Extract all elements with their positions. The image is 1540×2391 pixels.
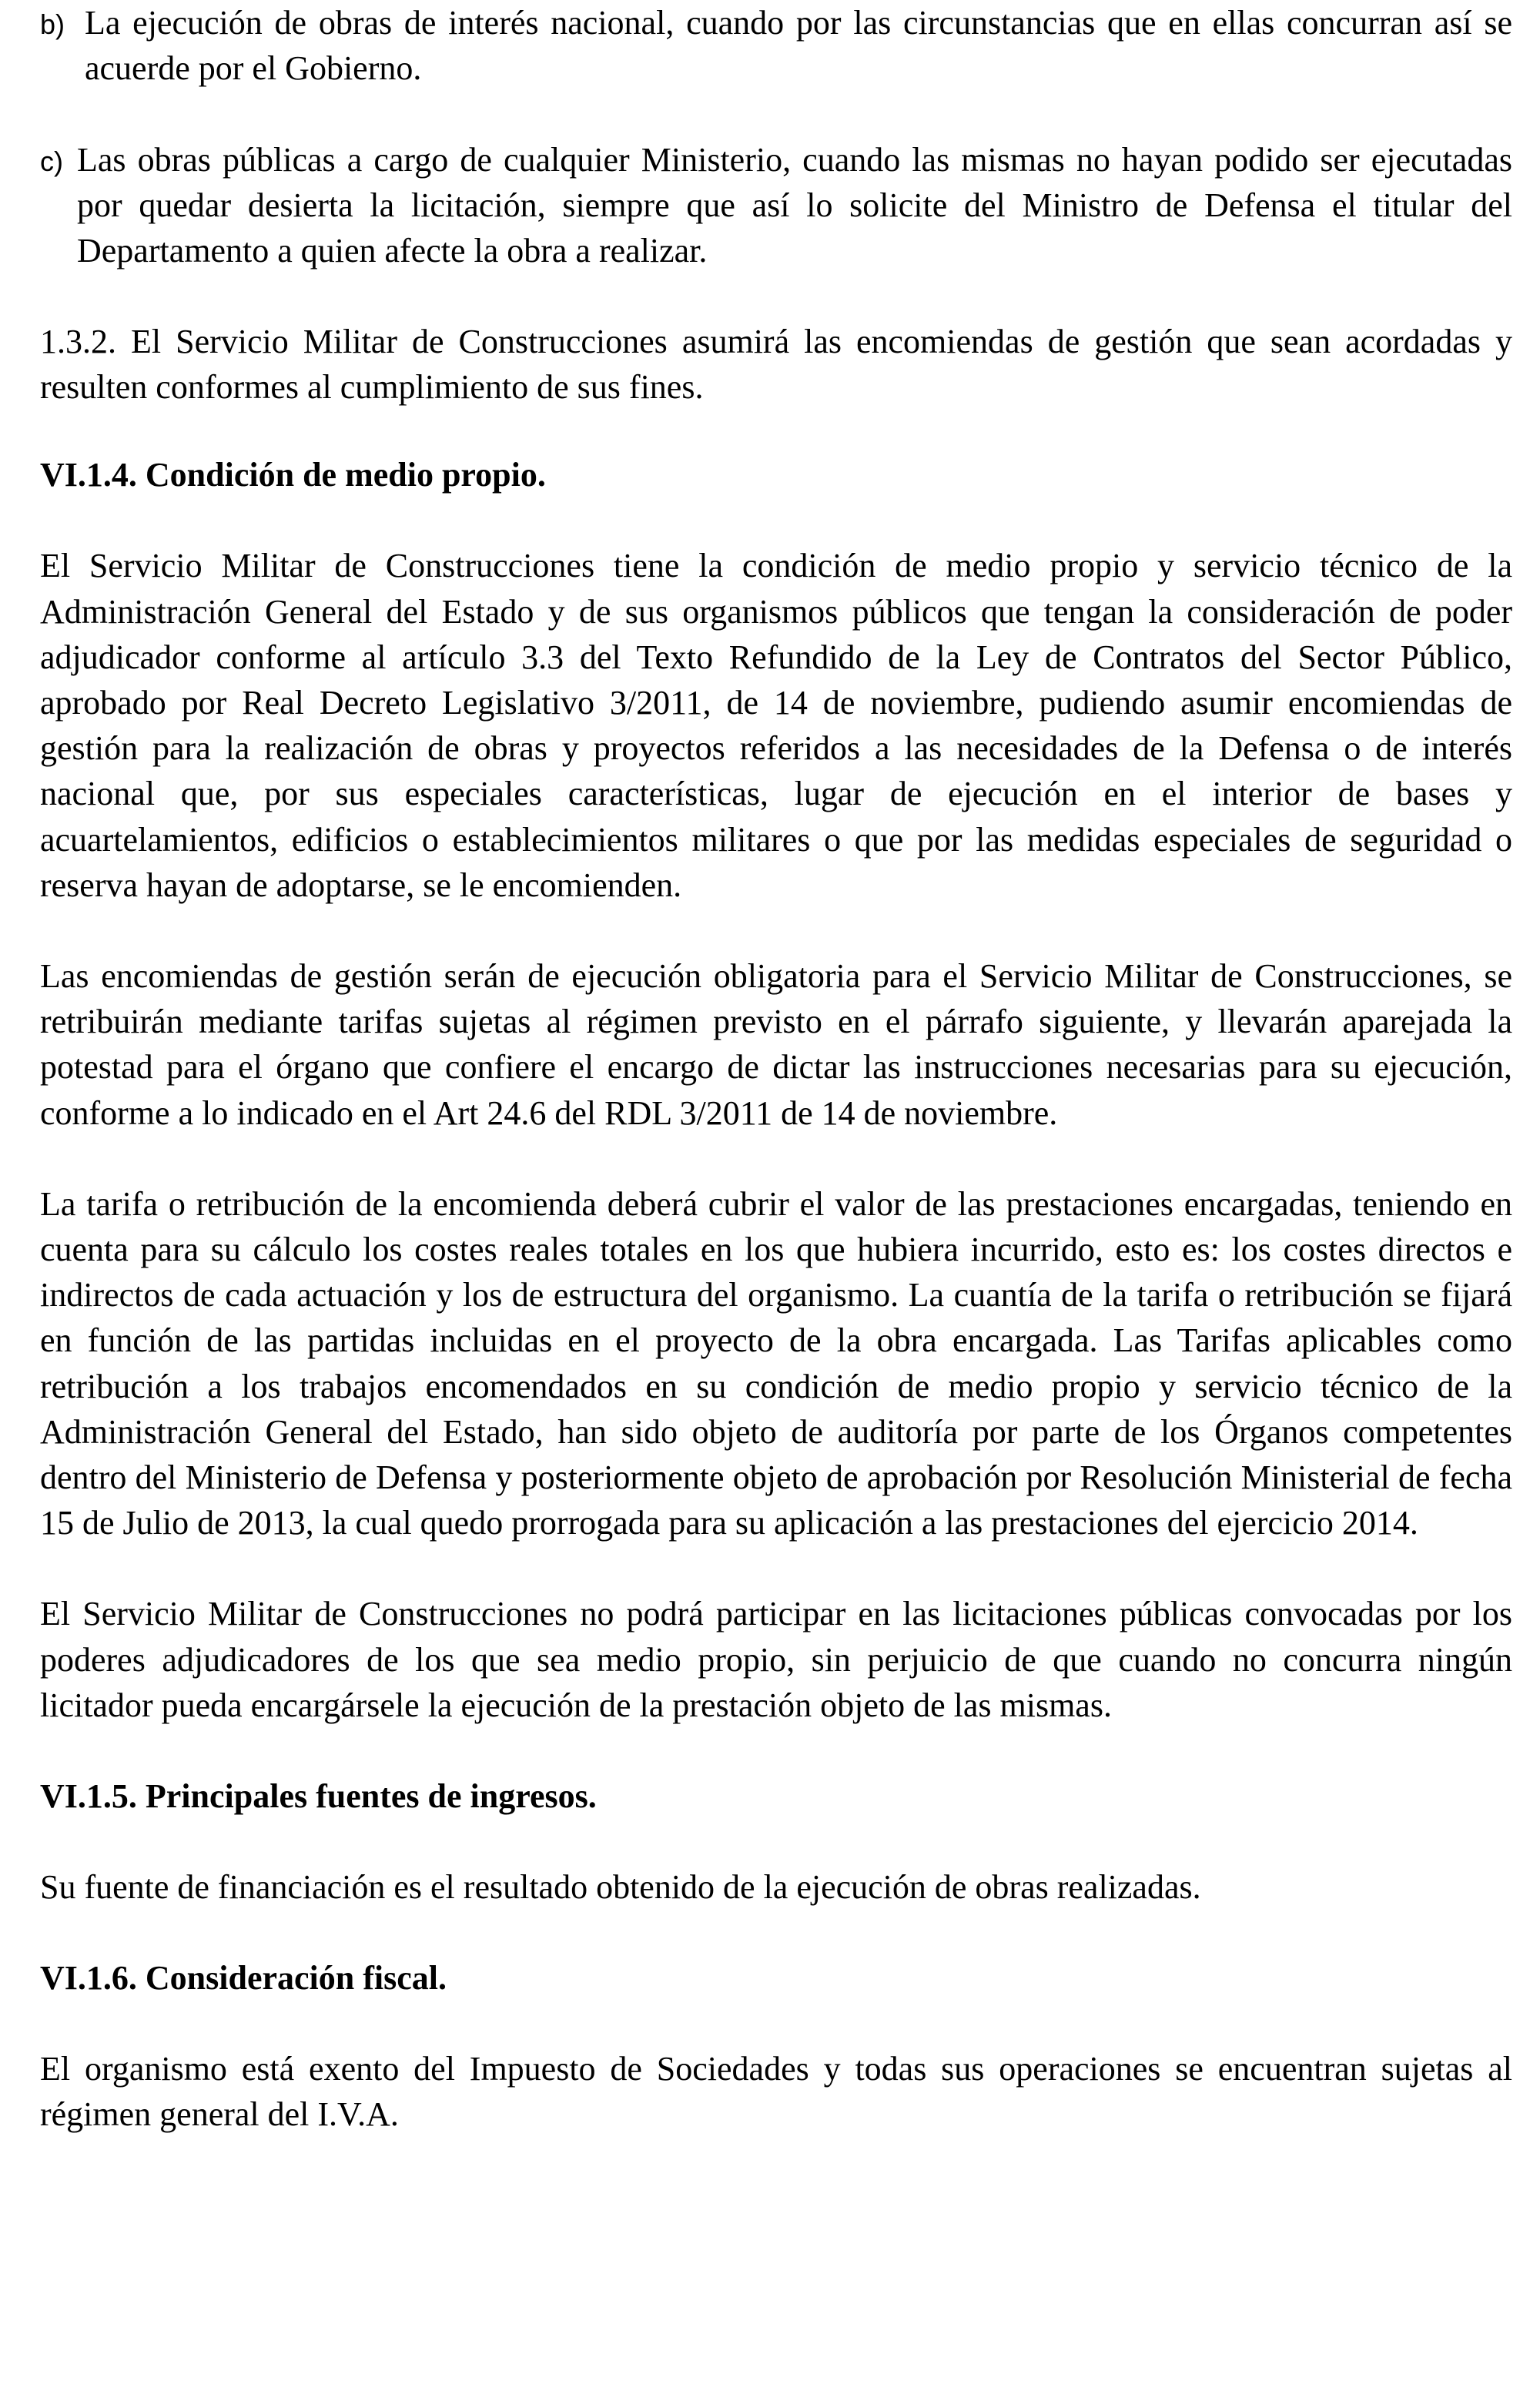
paragraph-consideracion-fiscal: El organismo está exento del Impuesto de Sociedades y todas sus operaciones se encuentran sujetas al régimen general del I.V.A. — [40, 2050, 1512, 2134]
paragraph-1-3-2: 1.3.2. El Servicio Militar de Construcciones asumirá las encomiendas de gestión que sean acordadas y resulten conformes al cumplimiento de sus fines. — [40, 323, 1512, 407]
paragraph-medio-propio-2: Las encomiendas de gestión serán de ejecución obligatoria para el Servicio Militar de Construcciones, se retribuirán mediante tarifas sujetas al régimen previsto en el párrafo siguiente, y llevarán aparejada la potestad para el órgano que confiere el encargo de dictar las instrucciones necesarias para su ejecución, conforme a lo indicado en el Art 24.6 del RDL 3/2011 de 14 de noviembre. — [40, 957, 1512, 1132]
list-item-c — [40, 137, 1512, 273]
section-heading-vi-1-5: VI.1.5. Principales fuentes de ingresos. — [40, 1777, 597, 1816]
list-item-b — [40, 0, 1512, 91]
document-page — [40, 0, 1512, 2138]
list-marker-b: b) — [40, 8, 65, 40]
list-text-b: La ejecución de obras de interés nacional, cuando por las circunstancias que en ellas concurran así se acuerde por el Gobierno. — [85, 4, 1512, 87]
paragraph-medio-propio-4: El Servicio Militar de Construcciones no podrá participar en las licitaciones públicas convocadas por los poderes adjudicadores de los que sea medio propio, sin perjuicio de que cuando no concurra ningún licitador pueda encargársele la ejecución de la prestación objeto de las mismas. — [40, 1595, 1512, 1724]
paragraph-fuentes-ingresos: Su fuente de financiación es el resultado obtenido de la ejecución de obras realizadas. — [40, 1868, 1201, 1907]
paragraph-medio-propio-3: La tarifa o retribución de la encomienda deberá cubrir el valor de las prestaciones encargadas, teniendo en cuenta para su cálculo los costes reales totales en los que hubiera incurrido, esto es: los costes directos e indirectos de cada actuación y los de estructura del organismo. La cuantía de la tarifa o retribución se fijará en función de las partidas incluidas en el proyecto de la obra encargada. Las Tarifas aplicables como retribución a los trabajos encomendados en su condición de medio propio y servicio técnico de la Administración General del Estado, han sido objeto de auditoría por parte de los Órganos competentes dentro del Ministerio de Defensa y posteriormente objeto de aprobación por Resolución Ministerial de fecha 15 de Julio de 2013, la cual quedo prorrogada para su aplicación a las prestaciones del ejercicio 2014. — [40, 1184, 1512, 1542]
list-text-c: Las obras públicas a cargo de cualquier Ministerio, cuando las mismas no hayan podido ser ejecutadas por quedar desierta la licitación, siempre que así lo solicite del Ministro de Defensa el titular del Departamento a quien afecte la obra a realizar. — [77, 141, 1512, 270]
list-marker-c: c) — [40, 146, 63, 177]
paragraph-medio-propio-1: El Servicio Militar de Construcciones tiene la condición de medio propio y servicio técnico de la Administración General del Estado y de sus organismos públicos que tengan la consideración de poder adjudicador conforme al artículo 3.3 del Texto Refundido de la Ley de Contratos del Sector Público, aprobado por Real Decreto Legislativo 3/2011, de 14 de noviembre, pudiendo asumir encomiendas de gestión para la realización de obras y proyectos referidos a las necesidades de la Defensa o de interés nacional que, por sus especiales características, lugar de ejecución en el interior de bases y acuartelamientos, edificios o establecimientos militares o que por las medidas especiales de seguridad o reserva hayan de adoptarse, se le encomienden. — [40, 547, 1512, 904]
section-heading-vi-1-6: VI.1.6. Consideración fiscal. — [40, 1959, 447, 1998]
section-heading-vi-1-4: VI.1.4. Condición de medio propio. — [40, 456, 546, 494]
